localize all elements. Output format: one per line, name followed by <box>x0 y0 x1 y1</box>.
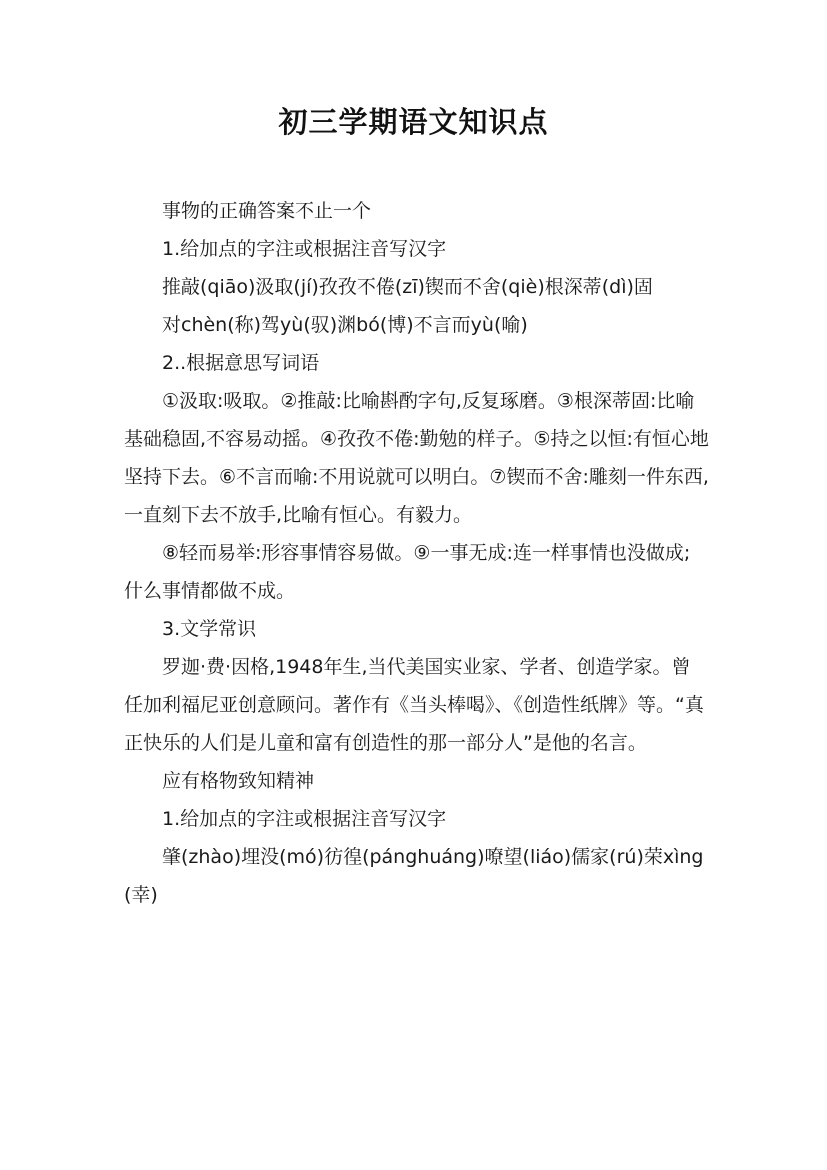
paragraph: 肇(zhào)埋没(mó)彷徨(pánghuáng)嘹望(liáo)儒家(rú)荣xìng(幸) <box>124 846 704 906</box>
paragraph: 事物的正确答案不止一个 <box>162 200 372 222</box>
paragraph: 2..根据意思写词语 <box>162 352 320 374</box>
paragraph: 应有格物致知精神 <box>162 770 315 792</box>
document-title: 初三学期语文知识点 <box>278 105 549 139</box>
paragraph: 对chèn(称)驾yù(驭)渊bó(博)不言而yù(喻) <box>162 314 528 336</box>
paragraph: ①汲取:吸取。②推敲:比喻斟酌字句,反复琢磨。③根深蒂固:比喻基础稳固,不容易动摇。④孜孜不倦:勤勉的样子。⑤持之以恒:有恒心地坚持下去。⑥不言而喻:不用说就可以明白。⑦锲而不舍:雕刻一件东西,一直刻下去不放手,比喻有恒心。有毅力。 <box>124 390 709 526</box>
paragraph: 1.给加点的字注或根据注音写汉字 <box>162 808 447 830</box>
paragraph: 1.给加点的字注或根据注音写汉字 <box>162 238 447 260</box>
paragraph: 罗迦·费·因格,1948年生,当代美国实业家、学者、创造学家。曾任加利福尼亚创意顾问。著作有《当头棒喝》、《创造性纸牌》等。“真正快乐的人们是儿童和富有创造性的那一部分人”是他的名言。 <box>124 656 704 754</box>
document-body <box>124 192 709 914</box>
paragraph: 推敲(qiāo)汲取(jí)孜孜不倦(zī)锲而不舍(qiè)根深蒂(dì)固 <box>162 276 653 298</box>
paragraph: 3.文学常识 <box>162 618 257 640</box>
paragraph: ⑧轻而易举:形容事情容易做。⑨一事无成:连一样事情也没做成;什么事情都做不成。 <box>124 542 691 602</box>
